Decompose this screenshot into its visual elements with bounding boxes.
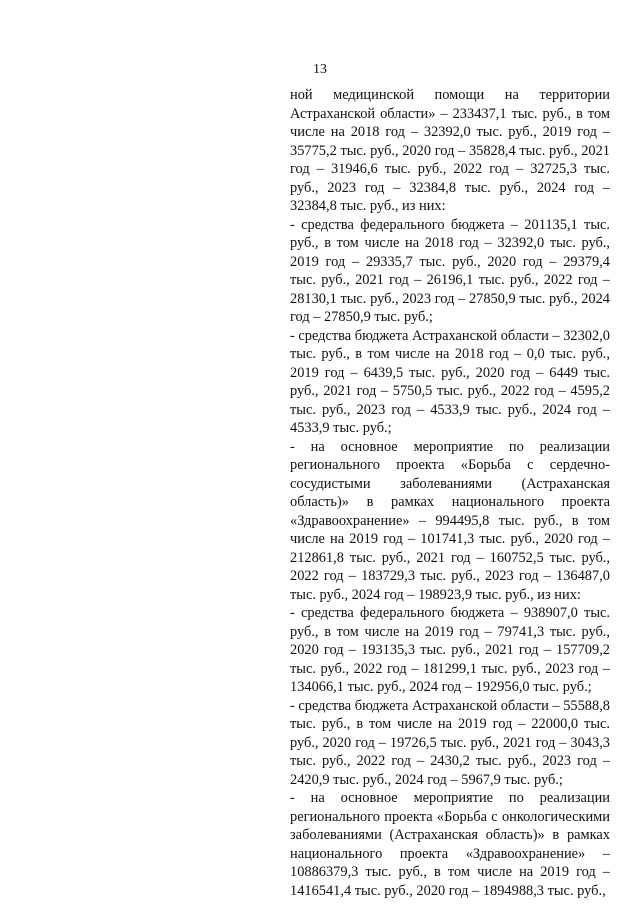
- paragraph-federal-budget-2: - средства федерального бюджета – 938907,0 тыс. руб., в том числе на 2019 год – 79741,3 тыс. руб., 2020 год – 193135,3 тыс. руб., 2021 год – 157709,2 тыс. руб., 2022 год – 181299,1 тыс. руб., 2023 год – 134066,1 тыс. руб., 2024 год – 192956,0 тыс. руб.;: [290, 605, 610, 695]
- paragraph-oncology-project: - на основное мероприятие по реализации регионального проекта «Борьба с онкологическими заболеваниями (Астраханская область)» в рамках национального проекта «Здравоохранение» – 10886379,3 тыс. руб., в том числе на 2019 год – 1416541,4 тыс. руб., 2020 год – 1894988,3 тыс. руб.,: [290, 790, 610, 899]
- paragraph-cardio-project: - на основное мероприятие по реализации регионального проекта «Борьба с сердечно-сосудистыми заболеваниями (Астраханская область)» в рамках национального проекта «Здравоохранение» – 994495,8 тыс. руб., в том числе на 2019 год – 101741,3 тыс. руб., 2020 год – 212861,8 тыс. руб., 2021 год – 160752,5 тыс. руб., 2022 год – 183729,3 тыс. руб., 2023 год – 136487,0 тыс. руб., 2024 год – 198923,9 тыс. руб., из них:: [290, 438, 610, 603]
- paragraph-federal-budget-1: - средства федерального бюджета – 201135,1 тыс. руб., в том числе на 2018 год – 32392,0 тыс. руб., 2019 год – 29335,7 тыс. руб., 2020 год – 29379,4 тыс. руб., 2021 год – 26196,1 тыс. руб., 2022 год – 28130,1 тыс. руб., 2023 год – 27850,9 тыс. руб., 2024 год – 27850,9 тыс. руб.;: [290, 216, 610, 325]
- paragraph-general-total: ной медицинской помощи на территории Астраханской области» – 233437,1 тыс. руб., в том числе на 2018 год – 32392,0 тыс. руб., 2019 год – 35775,2 тыс. руб., 2020 год – 35828,4 тыс. руб., 2021 год – 31946,6 тыс. руб., 2022 год – 32725,3 тыс. руб., 2023 год – 32384,8 тыс. руб., 2024 год – 32384,8 тыс. руб., из них:: [290, 87, 610, 214]
- document-body: [290, 86, 610, 900]
- paragraph-regional-budget-2: - средства бюджета Астраханской области – 55588,8 тыс. руб., в том числе на 2019 год – 22000,0 тыс. руб., 2020 год – 19726,5 тыс. руб., 2021 год – 3043,3 тыс. руб., 2022 год – 2430,2 тыс. руб., 2023 год – 2420,9 тыс. руб., 2024 год – 5967,9 тыс. руб.;: [290, 697, 610, 788]
- paragraph-regional-budget-1: - средства бюджета Астраханской области – 32302,0 тыс. руб., в том числе на 2018 год – 0,0 тыс. руб., 2019 год – 6439,5 тыс. руб., 2020 год – 6449 тыс. руб., 2021 год – 5750,5 тыс. руб., 2022 год – 4595,2 тыс. руб., 2023 год – 4533,9 тыс. руб., 2024 год – 4533,9 тыс. руб.;: [290, 327, 610, 436]
- page-number: 13: [313, 62, 327, 77]
